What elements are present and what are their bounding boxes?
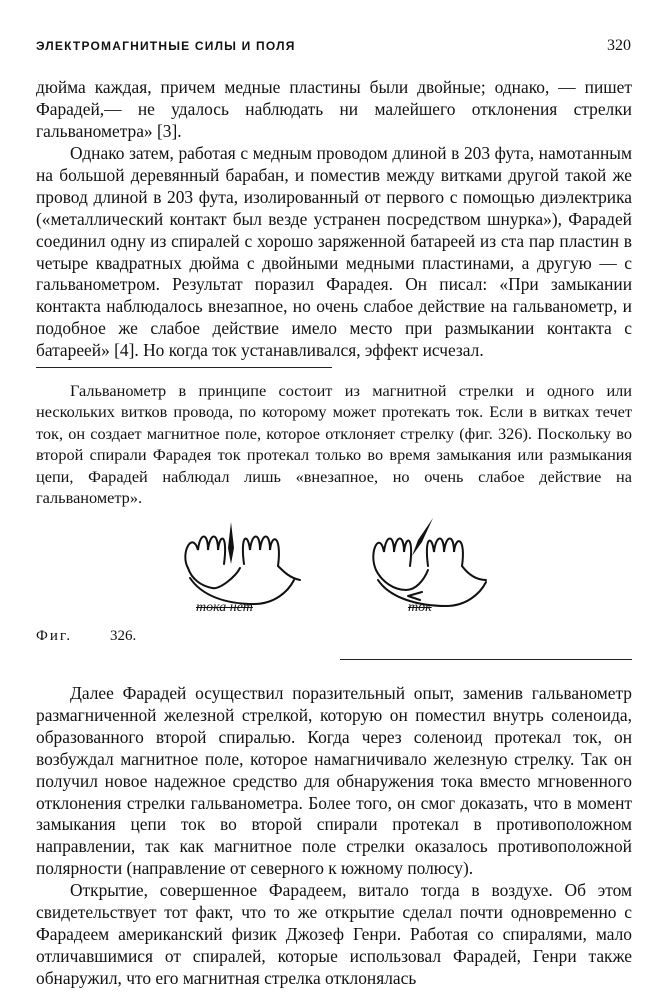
right-coil-diagram — [373, 539, 486, 607]
page-number: 320 — [607, 37, 631, 54]
label-current: ток — [408, 600, 432, 615]
note-top-rule — [36, 367, 332, 368]
needle-undeflected — [228, 522, 234, 564]
paragraph-203-foot-wire: Однако затем, работая с медным проводом длиной в 203 фута, намотанным на большой деревянный барабан, и поместив между витками другой такой же провод длиной в 203 фута, изолированный от первого с помощью диэлектрика («металлический контакт был везде устранен посредством шнурка»), Фарадей соединил одну из спиралей с хорошо заряженной батареей из ста пар пластин в четыре квадратных дюйма с двойными медными пластинами, а другую — с гальванометром. Результат поразил Фарадея. Он писал: «При замыкании контакта наблюдалось внезапное, но очень слабое действие на гальванометр, и подобное же слабое действие имело место при размыкании контакта с батареей» [4]. Но когда ток устанавливался, эффект исчезал. — [36, 143, 632, 361]
left-coil-diagram — [185, 537, 300, 605]
needle-deflected — [412, 518, 433, 556]
running-head: ЭЛЕКТРОМАГНИТНЫЕ СИЛЫ И ПОЛЯ — [36, 39, 296, 53]
paragraph-quote-end: дюйма каждая, причем медные пластины были двойные; однако, — пишет Фарадей,— не удалось наблюдать ни малейшего отклонения стрелки гальванометра» [3]. — [36, 77, 632, 141]
note-bottom-rule — [340, 659, 632, 660]
figure-caption-label: Фиг. — [36, 628, 73, 644]
paragraph-henry-discovery: Открытие, совершенное Фарадеем, витало тогда в воздухе. Об этом свидетельствует тот факт, что то же открытие сделал почти одновременно с Фарадеем американский физик Джозеф Генри. Работая со спиралями, мало отличавшимися от спиралей, которые использовал Фарадей, Генри также обнаружил, что его магнитная стрелка отклонялась — [36, 880, 632, 988]
galvanometer-note: Гальванометр в принципе состоит из магнитной стрелки и одного или нескольких витков провода, по которому может протекать ток. Если в витках течет ток, он создает магнитное поле, которое отклоняет стрелку (фиг. 326). Поскольку во второй спирали Фарадея ток протекал только во время замыкания или размыкания цепи, Фарадей наблюдал лишь «внезапное, но очень слабое действие на гальванометр». — [36, 381, 632, 508]
figure-326 — [150, 508, 530, 626]
label-no-current: тока нет — [196, 600, 253, 615]
paragraph-solenoid-experiment: Далее Фарадей осуществил поразительный опыт, заменив гальванометр размагниченной железной стрелкой, которую он поместил внутрь соленоида, образованного второй спиралью. Когда через соленоид протекал ток, он возбуждал магнитное поле, которое намагничивало железную стрелку. Так он получил новое надежное средство для обнаружения тока вместо мгновенного отклонения стрелки гальванометра. Более того, он смог доказать, что в момент замыкания цепи ток во второй спирали протекал в противоположном направлении, так как магнитное поле стрелки оказалось противоположной полярности (направление от северного к южному полюсу). — [36, 683, 632, 879]
figure-caption-number: 326. — [110, 628, 137, 644]
